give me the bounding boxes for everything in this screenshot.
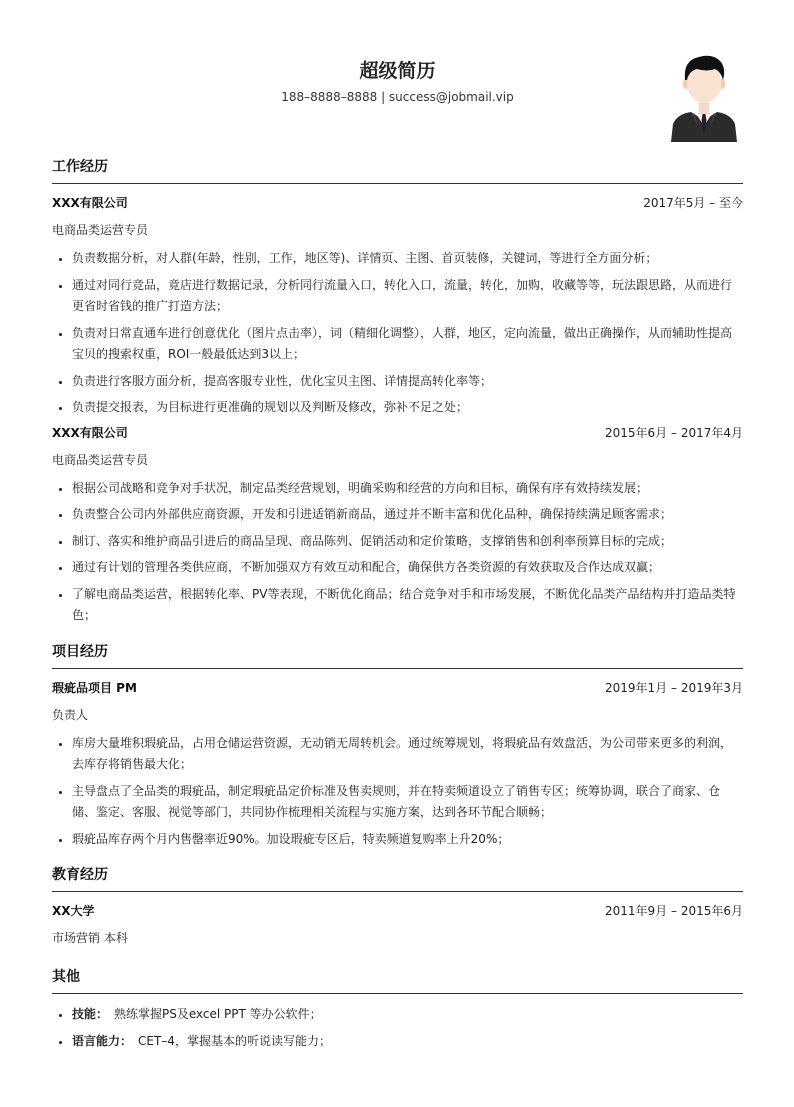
work-entry [52,194,743,419]
other-section [52,966,743,1052]
company-name: XXX有限公司 [52,196,128,210]
bullet-item: • 负责数据分析，对人群(年龄，性别，工作，地区等)、详情页、主图、首页装修，关键词，等进行全方面分析； [72,248,743,270]
education-section-title: 教育经历 [52,864,743,892]
work-entry [52,424,743,627]
education-section [52,864,743,946]
resume-header [52,0,743,148]
skill-label: 技能： [72,1007,109,1021]
job-role: 电商品类运营专员 [52,223,149,237]
other-section-title: 其他 [52,966,743,994]
bullet-item: • 主导盘点了全品类的瑕疵品，制定瑕疵品定价标准及售卖规则，并在特卖频道设立了销售专区；统筹协调，联合了商家、仓储、鉴定、客服、视觉等部门，共同协作梳理相关流程与实施方案，达到各环节配合顺畅； [72,781,743,824]
bullet-list [52,248,743,419]
bullet-list [52,733,743,851]
contact-info: 188–8888–8888 | success@jobmail.vip [281,90,514,104]
avatar [669,50,739,142]
bullet-item: • 库房大量堆积瑕疵品，占用仓储运营资源，无动销无周转机会。通过统筹规划，将瑕疵品有效盘活，为公司带来更多的利润，去库存将销售最大化； [72,733,743,776]
education-entry [52,902,743,946]
bullet-item: • 负责对日常直通车进行创意优化（图片点击率），词（精细化调整），人群，地区，定向流量，做出正确操作，从而辅助性提高宝贝的搜索权重，ROI一般最低达到3以上； [72,323,743,366]
entry-date: 2015年6月 – 2017年4月 [605,425,743,440]
entry-date: 2019年1月 – 2019年3月 [605,680,743,695]
bullet-item: • 通过对同行竞品，竟店进行数据记录，分析同行流量入口，转化入口，流量，转化，加购，收藏等等，玩法跟思路，从而进行更省时省钱的推广打造方法； [72,275,743,318]
bullet-item: • 了解电商品类运营，根据转化率、PV等表现，不断优化商品；结合竞争对手和市场发展，不断优化品类产品结构并打造品类特色； [72,584,743,627]
degree: 市场营销 本科 [52,931,128,945]
bullet-list [52,1004,743,1052]
work-section [52,156,743,627]
project-role: 负责人 [52,707,89,722]
bullet-item: • 负责进行客服方面分析，提高客服专业性，优化宝贝主图、详情提高转化率等； [72,371,743,393]
project-entry [52,679,743,851]
project-section [52,641,743,851]
school-name: XX大学 [52,904,95,918]
company-name: XXX有限公司 [52,425,128,440]
bullet-item: • 通过有计划的管理各类供应商，不断加强双方有效互动和配合，确保供方各类资源的有效获取及合作达成双赢； [72,557,743,579]
entry-date: 2017年5月 – 至今 [643,196,743,210]
language-text: CET–4，掌握基本的听说读写能力； [138,1033,331,1048]
language-label: 语言能力： [72,1033,133,1048]
candidate-name: 超级简历 [359,60,436,82]
bullet-list [52,478,743,627]
bullet-item: • 根据公司战略和竞争对手状况，制定品类经营规划，明确采购和经营的方向和目标，确保有序有效持续发展； [72,478,743,500]
resume-page [52,0,743,1057]
bullet-item [72,1004,743,1026]
skill-text: 熟练掌握PS及excel PPT 等办公软件； [114,1007,322,1021]
bullet-item: • 负责整合公司内外部供应商资源，开发和引进适销新商品，通过并不断丰富和优化品种，确保持续满足顾客需求； [72,504,743,526]
job-role: 电商品类运营专员 [52,452,149,467]
bullet-item: • 制订、落实和维护商品引进后的商品呈现、商品陈列、促销活动和定价策略，支撑销售和创利率预算目标的完成； [72,531,743,553]
work-section-title: 工作经历 [52,156,743,184]
bullet-item: • 瑕疵品库存两个月内售罄率近90%。加设瑕疵专区后，特卖频道复购率上升20%； [72,829,743,851]
project-section-title: 项目经历 [52,641,743,669]
bullet-item [72,1031,743,1053]
project-name: 瑕疵品项目 PM [52,680,137,695]
entry-date: 2011年9月 – 2015年6月 [605,904,743,918]
bullet-item: • 负责提交报表，为目标进行更准确的规划以及判断及修改，弥补不足之处； [72,397,743,419]
